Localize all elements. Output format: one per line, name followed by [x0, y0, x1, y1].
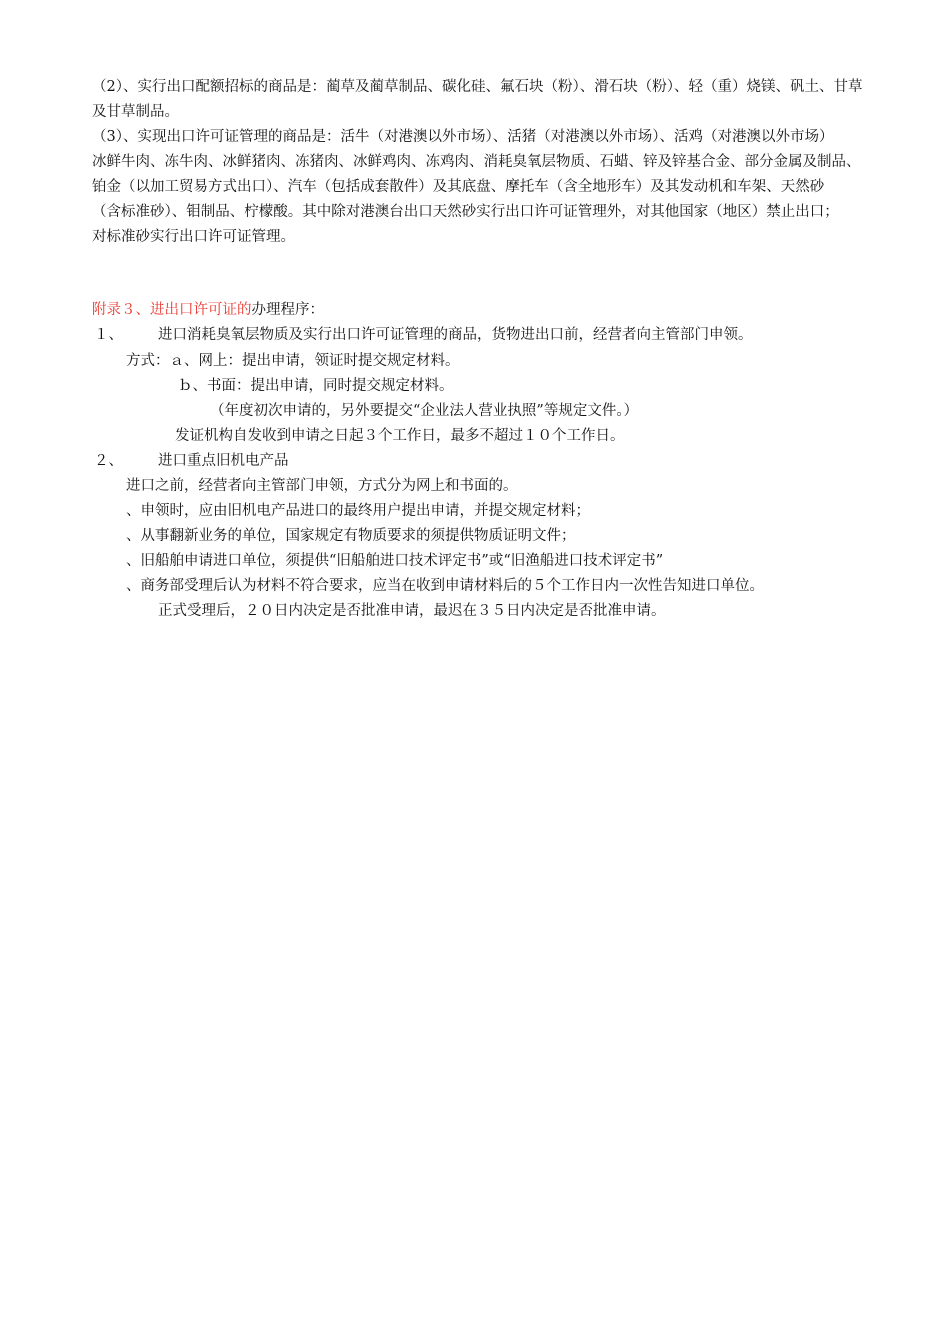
step2-line2: 、申领时，应由旧机电产品进口的最终用户提出申请，并提交规定材料；	[126, 503, 590, 519]
step1-number: １、	[94, 327, 123, 343]
step2-line6: 正式受理后，２０日内决定是否批准申请，最迟在３５日内决定是否批准申请。	[158, 603, 666, 619]
step2-number: ２、	[94, 453, 123, 469]
step2-line1: 进口之前，经营者向主管部门申领，方式分为网上和书面的。	[126, 478, 518, 494]
appendix3-heading	[92, 300, 324, 320]
step2-line4: 、旧船舶申请进口单位，须提供“旧船舶进口技术评定书”或“旧渔船进口技术评定书”	[126, 553, 664, 569]
export-license-goods-line2: 冰鲜牛肉、冻牛肉、冰鲜猪肉、冻猪肉、冰鲜鸡肉、冻鸡肉、消耗臭氧层物质、石蜡、锌及锌基合金、部分金属及制品、	[92, 154, 861, 170]
step1-deadline: 发证机构自发收到申请之日起３个工作日，最多不超过１０个工作日。	[175, 428, 625, 444]
export-license-goods-line5: 对标准砂实行出口许可证管理。	[92, 229, 295, 245]
appendix3-heading-rest: 办理程序：	[251, 302, 324, 318]
export-quota-bidding-line2: 及甘草制品。	[92, 104, 179, 120]
step2-line3: 、从事翻新业务的单位，国家规定有物质要求的须提供物质证明文件；	[126, 528, 576, 544]
export-license-goods-line3: 铂金（以加工贸易方式出口）、汽车（包括成套散件）及其底盘、摩托车（含全地形车）及其发动机和车架、天然砂	[92, 179, 825, 195]
step1-method-b: ｂ、书面：提出申请，同时提交规定材料。	[178, 378, 454, 394]
export-license-goods-line1: （3）、实现出口许可证管理的商品是：活牛（对港澳以外市场）、活猪（对港澳以外市场）、活鸡（对港澳以外市场）	[92, 129, 834, 145]
step1-method-a: 方式：ａ、网上：提出申请，领证时提交规定材料。	[126, 353, 460, 369]
step2-line5: 、商务部受理后认为材料不符合要求，应当在收到申请材料后的５个工作日内一次性告知进口单位。	[126, 578, 764, 594]
step1-text: 进口消耗臭氧层物质及实行出口许可证管理的商品，货物进出口前，经营者向主管部门申领。	[158, 327, 753, 343]
export-quota-bidding-line1: （2）、实行出口配额招标的商品是：蔺草及蔺草制品、碳化硅、氟石块（粉）、滑石块（粉）、轻（重）烧镁、矾土、甘草	[92, 79, 863, 95]
appendix3-heading-highlight: 附录３、进出口许可证的	[92, 302, 252, 318]
export-license-goods-line4: （含标准砂）、钼制品、柠檬酸。其中除对港澳台出口天然砂实行出口许可证管理外，对其他国家（地区）禁止出口；	[92, 204, 839, 220]
step1-note: （年度初次申请的，另外要提交“企业法人营业执照”等规定文件。）	[210, 403, 639, 419]
step2-title: 进口重点旧机电产品	[158, 453, 289, 469]
